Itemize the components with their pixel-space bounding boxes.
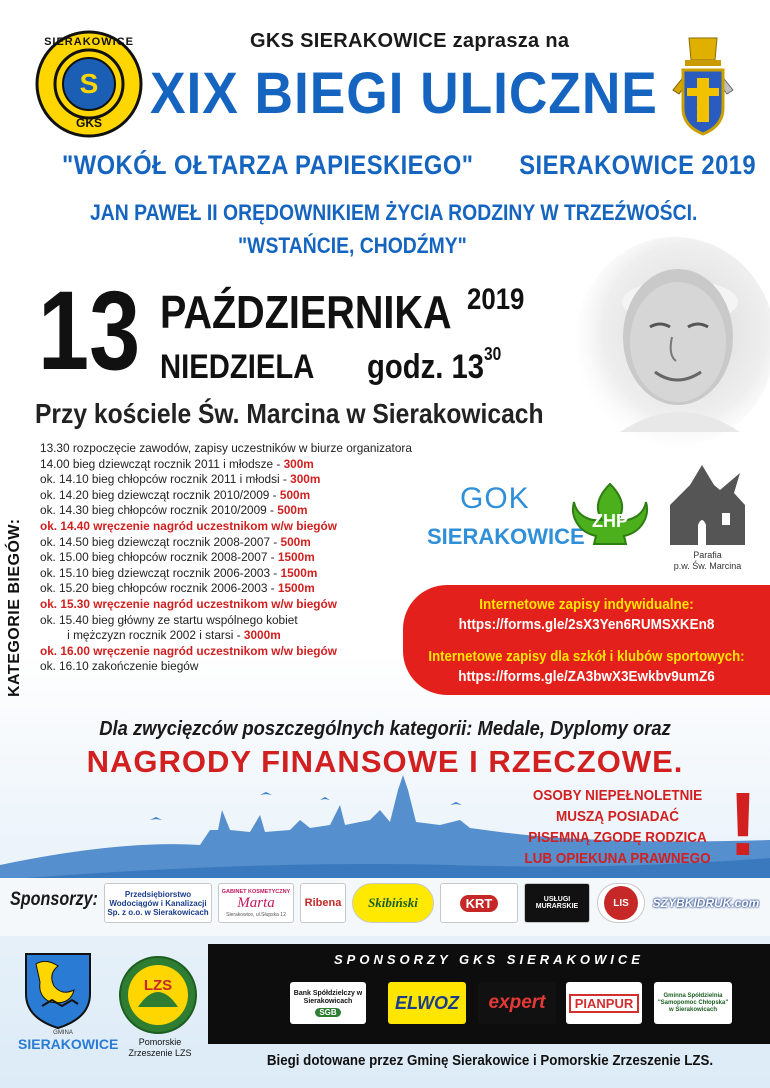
schedule-row (40, 597, 399, 613)
sponsor-lis-text: LIS (604, 886, 638, 920)
schedule-row (40, 644, 399, 660)
schedule-row-text: ok. 15.20 bieg chłopców rocznik 2006-2003 - (40, 581, 278, 596)
sponsor-bank-text: Bank Spółdzielczy w Sierakowicach (293, 989, 363, 1005)
clubs-registration-title: Internetowe zapisy dla szkół i klubów sportowych: (428, 648, 745, 665)
event-day: 13 (38, 268, 141, 393)
gok-logo-top: GOK (460, 482, 530, 515)
schedule-row (40, 566, 399, 582)
parish-logo (660, 465, 755, 580)
sponsor-krt-logo (440, 883, 518, 923)
papal-coat-of-arms (665, 30, 741, 140)
event-year: 2019 (467, 283, 525, 316)
sponsor-skibinski-logo (352, 883, 434, 923)
gks-sponsors-panel (208, 944, 770, 1044)
schedule-row (40, 550, 399, 566)
sponsor-elwoz-text: ELWOZ (395, 992, 459, 1013)
sponsor-masonry-text: USŁUGI MURARSKIE (535, 896, 579, 910)
schedule-row-text: ok. 15.10 bieg dziewcząt rocznik 2006-2003 - (40, 565, 281, 580)
schedule-row-text: ok. 14.10 bieg chłopców rocznik 2011 i młodsi - (40, 472, 291, 487)
schedule-row-text: ok. 15.40 bieg główny ze startu wspólnego kobiet (40, 612, 298, 627)
event-weekday: NIEDZIELA (160, 348, 315, 386)
categories-vertical-label: KATEGORIE BIEGÓW: (6, 518, 23, 697)
prizes-headline: NAGRODY FINANSOWE I RZECZOWE. (86, 744, 684, 779)
schedule-row (40, 581, 399, 597)
sponsor-pianpur-logo (566, 982, 642, 1024)
parish-caption-line2: p.w. Św. Marcina (673, 561, 742, 571)
sponsor-marta-caption: GABINET KOSMETYCZNY (221, 888, 291, 895)
individual-registration-title: Internetowe zapisy indywidualne: (479, 596, 694, 613)
schedule-row-text: 13.30 rozpoczęcie zawodów, zapisy uczestników w biurze organizatora (40, 441, 412, 455)
clubs-registration-link[interactable]: https://forms.gle/ZA3bwX3Ewkbv9umZ6 (458, 668, 715, 685)
event-time-minutes: 30 (483, 344, 502, 364)
schedule-row (40, 613, 399, 629)
gks-logo-top-text: SIERAKOWICE (44, 36, 134, 48)
footer-funding-note: Biegi dotowane przez Gminę Sierakowice i Pomorskie Zrzeszenie LZS. (266, 1053, 714, 1069)
prizes-line: Dla zwycięzców poszczególnych kategorii: Medale, Dyplomy oraz (99, 718, 671, 740)
sponsor-gs-text: Gminna Spółdzielnia "Samopomoc Chłopska" w Sierakowicach (657, 992, 729, 1013)
svg-text:ZHP: ZHP (592, 511, 628, 531)
minors-note-line: PISEMNĄ ZGODĘ RODZICA (528, 829, 707, 846)
schedule-row-distance: 500m (280, 534, 311, 549)
gks-sierakowice-logo (35, 30, 143, 138)
schedule-row-text: ok. 14.50 bieg dziewcząt rocznik 2008-2007 - (40, 534, 281, 549)
subtitle-right: SIERAKOWICE 2019 (519, 150, 757, 180)
sponsor-lis-logo (597, 883, 645, 923)
event-time-label: godz. 13 (367, 348, 484, 386)
schedule-row-distance: 500m (279, 487, 311, 502)
pope-portrait-image (560, 232, 770, 447)
minors-note-line: LUB OPIEKUNA PRAWNEGO (524, 850, 711, 867)
schedule-row-text: ok. 16.00 wręczenie nagród uczestnikom w/w biegów (40, 643, 337, 658)
sponsor-bank-logo (290, 982, 366, 1024)
schedule-row (40, 457, 399, 473)
sponsor-expert-text: expert (488, 992, 546, 1013)
sponsor-marta-logo (218, 883, 294, 923)
event-subtitle (62, 150, 756, 181)
event-month: PAŹDZIERNIKA (160, 286, 452, 338)
schedule-row-text: ok. 14.40 wręczenie nagród uczestnikom w/w biegów (40, 518, 337, 533)
event-time (367, 344, 502, 387)
svg-text:S: S (79, 68, 99, 99)
gok-sierakowice-logo (425, 480, 585, 560)
sponsor-gs-logo (654, 982, 732, 1024)
sponsor-ribena-text: Ribena (304, 897, 342, 909)
schedule-row-text: 14.00 bieg dziewcząt rocznik 2011 i młodsze - (40, 456, 284, 471)
sponsor-masonry-logo (524, 883, 590, 923)
sponsor-ribena-logo (300, 883, 346, 923)
schedule-row (40, 519, 399, 535)
sponsor-marta-name: Marta (237, 894, 275, 911)
sponsor-szybkidruk-logo (652, 883, 760, 923)
motto-line-1: JAN PAWEŁ II ORĘDOWNIKIEM ŻYCIA RODZINY W TRZEŹWOŚCI. (90, 200, 698, 225)
gok-logo-bottom: SIERAKOWICE (427, 524, 585, 549)
subtitle-left: "WOKÓŁ OŁTARZA PAPIESKIEGO" (62, 150, 474, 180)
schedule-row (40, 659, 399, 675)
exclamation-mark: ! (728, 775, 758, 875)
motto-line-2: "WSTAŃCIE, CHODŹMY" (238, 233, 467, 258)
schedule-row-distance: 3000m (243, 628, 281, 643)
minors-note-line: OSOBY NIEPEŁNOLETNIE (532, 787, 703, 804)
sponsor-elwoz-logo (388, 982, 466, 1024)
schedule-row-distance: 300m (283, 456, 314, 471)
sponsor-skibinski-text: Skibiński (368, 895, 418, 910)
schedule-row (40, 488, 399, 504)
schedule-row-distance: 1500m (277, 550, 315, 565)
schedule-row-distance: 1500m (277, 581, 315, 596)
lzs-badge-text: LZS (143, 977, 173, 994)
schedule-row-text: ok. 14.20 bieg dziewcząt rocznik 2010/2009 - (40, 487, 280, 502)
event-title: XIX BIEGI ULICZNE (150, 61, 658, 126)
parish-caption-line1: Parafia (693, 550, 722, 560)
schedule-row (40, 472, 399, 488)
scout-lily-logo (568, 480, 652, 548)
schedule-row-distance: 500m (277, 503, 308, 518)
event-location: Przy kościele Św. Marcina w Sierakowicach (35, 398, 544, 429)
sponsor-pianpur-text: PIANPUR (569, 994, 640, 1013)
sponsors-label: Sponsorzy: (10, 889, 98, 910)
race-schedule (40, 441, 410, 675)
gks-logo-bottom-text: GKS (75, 116, 102, 130)
sponsor-szybkidruk-text: SZYBKIDRUK.com (652, 896, 760, 910)
lzs-caption: Pomorskie Zrzeszenie LZS (128, 1037, 192, 1058)
sponsor-marta-address: Sierakowice, ul.Słupska 12 (226, 911, 286, 918)
gmina-caption-name: SIERAKOWICE (18, 1036, 119, 1052)
registration-box (403, 585, 770, 695)
parish-caption (650, 550, 765, 572)
sponsor-expert-logo (478, 982, 556, 1024)
schedule-row-text: ok. 15.30 wręczenie nagród uczestnikom w/w biegów (40, 596, 337, 611)
schedule-row-text: i mężczyzn rocznik 2002 i starsi - (67, 628, 244, 643)
individual-registration-link[interactable]: https://forms.gle/2sX3Yen6RUMSXKEn8 (458, 616, 715, 633)
schedule-row (40, 441, 412, 457)
schedule-row (40, 503, 399, 519)
sponsor-sgb-text: SGB (315, 1008, 340, 1017)
minors-note-line: MUSZĄ POSIADAĆ (555, 808, 679, 825)
lzs-logo (118, 955, 198, 1035)
schedule-row (40, 535, 399, 551)
sponsor-krt-text: KRT (460, 895, 499, 912)
schedule-row-text: ok. 14.30 bieg chłopców rocznik 2010/2009 - (40, 503, 278, 518)
gks-sponsors-title: SPONSORZY GKS SIERAKOWICE (334, 952, 644, 967)
gmina-caption-small: GMINA (53, 1030, 73, 1036)
schedule-row-text: ok. 16.10 zakończenie biegów (40, 659, 199, 674)
minors-consent-note (521, 785, 715, 869)
schedule-row (40, 628, 399, 644)
sponsor-water-company-logo (104, 883, 212, 923)
sponsor-water-company-text: Przedsiębiorstwo Wodociągów i Kanalizacji Sp. z o.o. w Sierakowicach (107, 889, 209, 917)
svg-text:M: M (696, 105, 710, 120)
schedule-row-distance: 300m (290, 472, 321, 487)
schedule-row-text: ok. 15.00 bieg chłopców rocznik 2008-2007 - (40, 550, 278, 565)
intro-line: GKS SIERAKOWICE zaprasza na (250, 30, 570, 52)
gmina-sierakowice-crest (22, 950, 94, 1042)
gmina-caption (18, 1030, 119, 1052)
schedule-row-distance: 1500m (280, 565, 318, 580)
